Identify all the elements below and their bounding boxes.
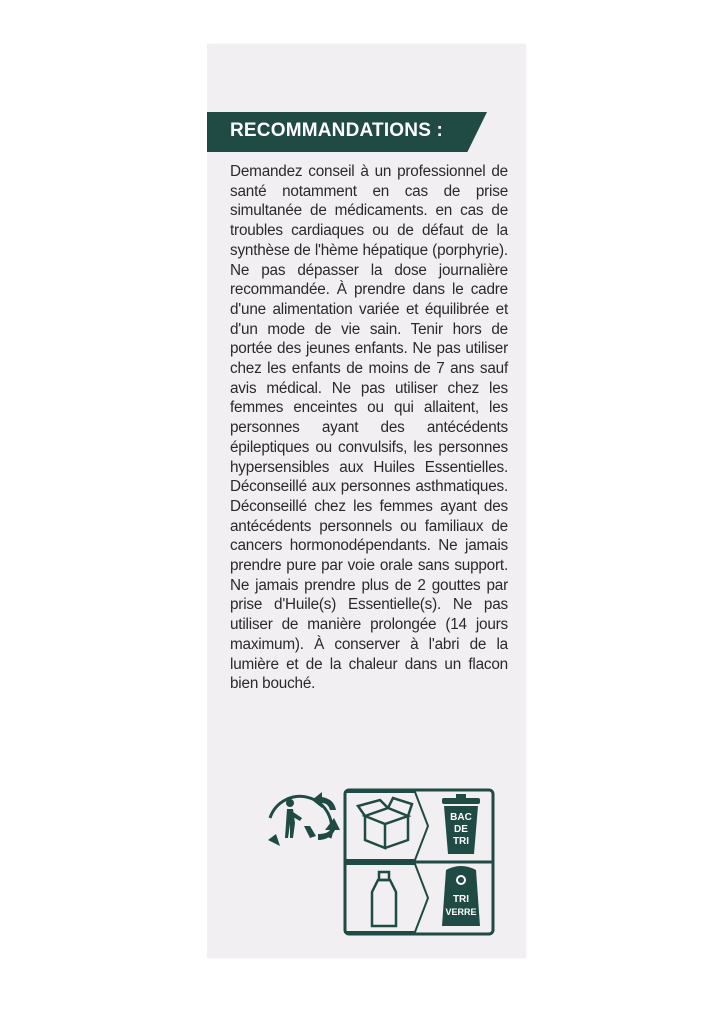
triman-icon (268, 792, 340, 846)
bottle-icon (372, 872, 396, 926)
bin1-line2: DE (454, 824, 468, 835)
sorting-bin-icon (442, 794, 480, 854)
label-title: RECOMMANDATIONS : (230, 120, 444, 141)
bin1-line3: TRI (452, 836, 470, 847)
recycling-info (260, 788, 500, 938)
recommendations-text: Demandez conseil à un professionnel de santé notamment en cas de prise simultanée de médicaments. en cas de troubles cardiaques ou de défaut de la synthèse de l'hème hépatique (porphyrie). Ne pas dépasser la dose journalière recommandée. À prendre dans le cadre d'une alimentation variée et équilibrée et d'un mode de vie sain. Tenir hors de portée des jeunes enfants. Ne pas utiliser chez les enfants de moins de 7 ans sauf avis médical. Ne pas utiliser chez les femmes enceintes ou qui allaitent, les personnes ayant des antécédents épileptiques ou convulsifs, les personnes hypersensibles aux Huiles Essentielles. Déconseillé aux personnes asthmatiques. Déconseillé chez les femmes ayant des antécédents personnels ou familiaux de cancers hormonodépendants. Ne jamais prendre pure par voie orale sans support. Ne jamais prendre plus de 2 gouttes par prise d'Huile(s) Essentielle(s). Ne pas utiliser de manière prolongée (14 jours maximum). À conserver à l'abri de la lumière et de la chaleur dans un flacon bien bouché. (230, 163, 508, 693)
glass-bin-icon (442, 866, 480, 926)
bin2-line1: TRI (452, 894, 470, 905)
bin1-line1: BAC (450, 812, 472, 823)
box-icon (358, 798, 412, 848)
bin2-line2: VERRE (445, 907, 477, 917)
